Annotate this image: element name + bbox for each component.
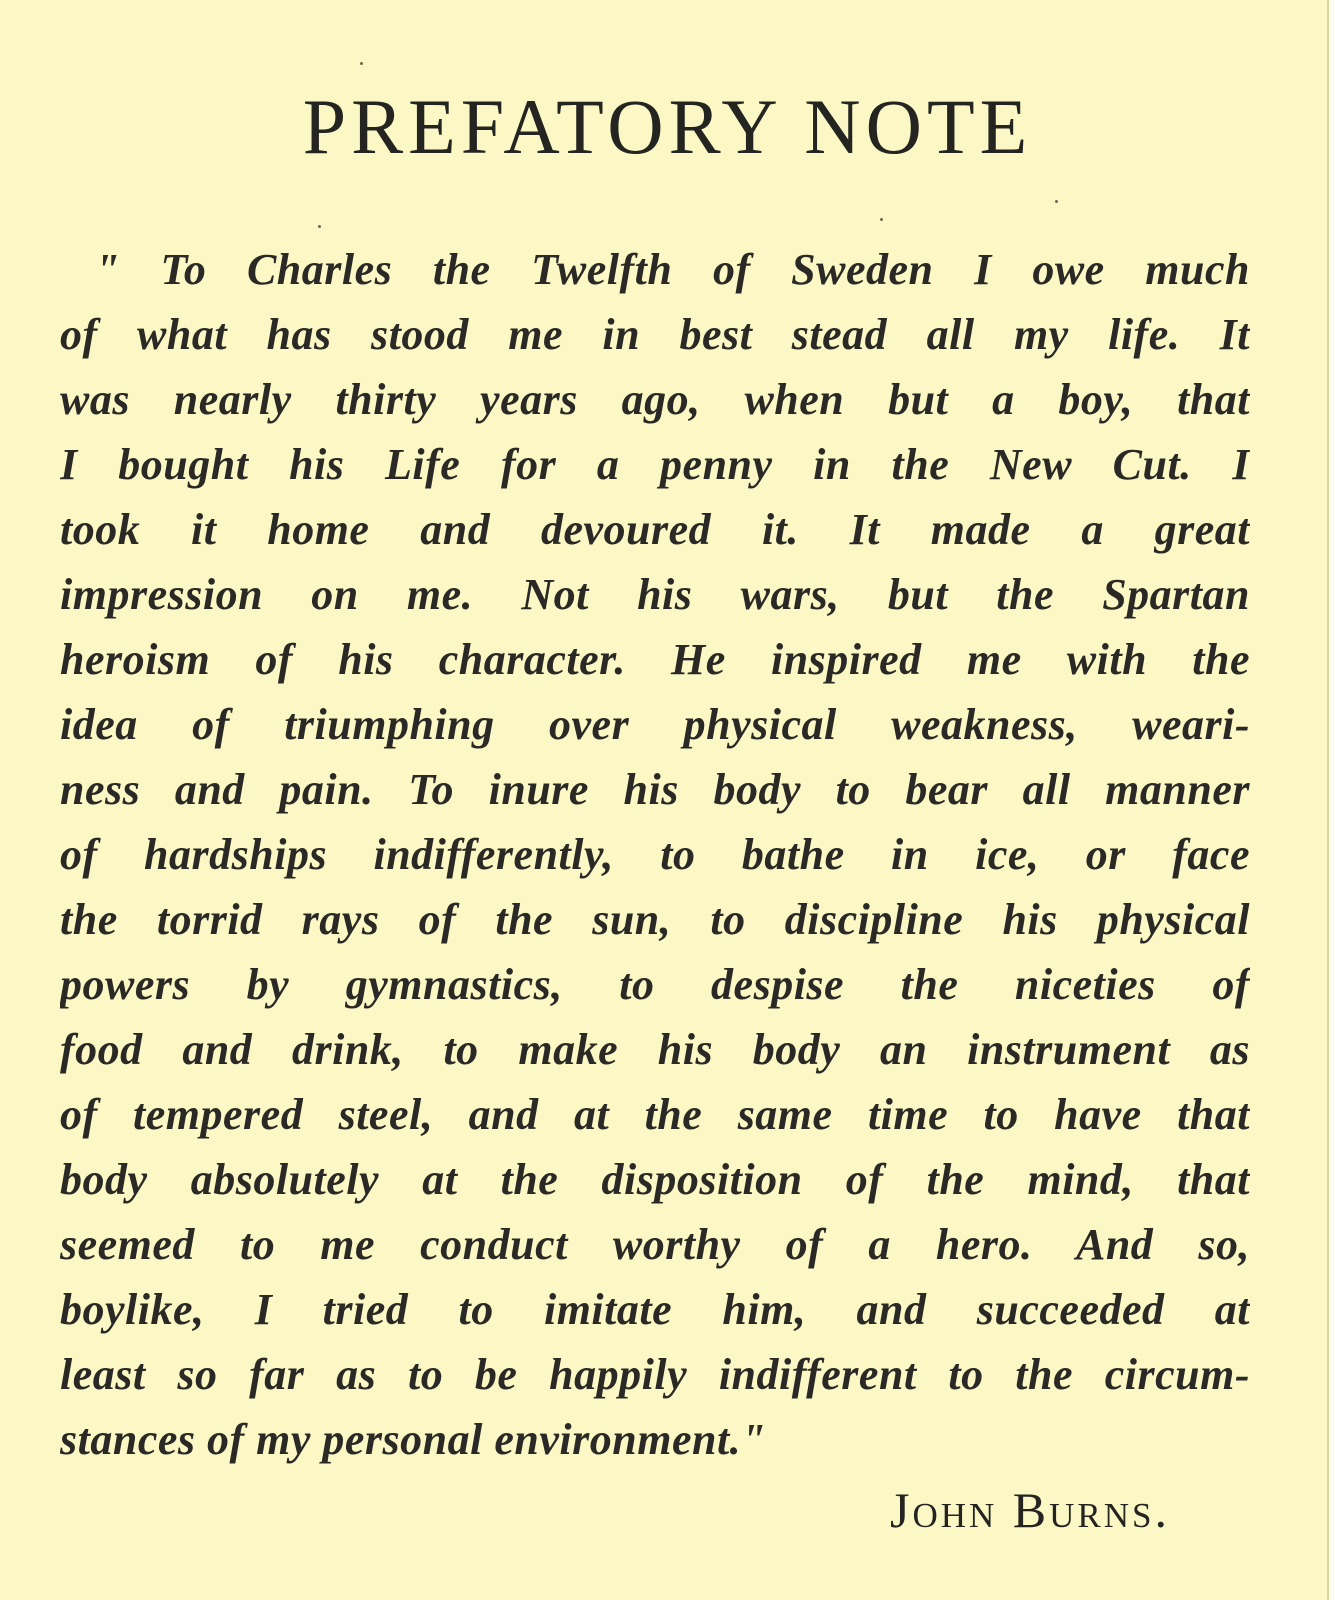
quote-line: the torrid rays of the sun, to discipline his physical <box>60 895 1250 944</box>
author-signature: John Burns. <box>890 1482 1170 1538</box>
quote-line: stances of my personal environment." <box>60 1415 767 1464</box>
quote-line: idea of triumphing over physical weakness, weari- <box>60 700 1250 749</box>
quote-line: I bought his Life for a penny in the New Cut. I <box>60 440 1250 489</box>
quote-line: ness and pain. To inure his body to bear all manner <box>60 765 1250 814</box>
quote-line: seemed to me conduct worthy of a hero. And so, <box>60 1220 1250 1269</box>
quote-line: heroism of his character. He inspired me with the <box>60 635 1250 684</box>
page-edge <box>1327 0 1335 1600</box>
quote-line: boylike, I tried to imitate him, and succeeded at <box>60 1285 1250 1334</box>
ink-speck <box>880 218 883 221</box>
quote-line: impression on me. Not his wars, but the Spartan <box>60 570 1250 619</box>
quote-line: was nearly thirty years ago, when but a boy, that <box>60 375 1250 424</box>
quote-line: of tempered steel, and at the same time to have that <box>60 1090 1250 1139</box>
ink-speck <box>1055 200 1058 203</box>
quote-line: least so far as to be happily indifferent to the circum- <box>60 1350 1250 1399</box>
quote-line: powers by gymnastics, to despise the niceties of <box>60 960 1250 1009</box>
page-title: PREFATORY NOTE <box>302 83 1033 170</box>
quote-line: took it home and devoured it. It made a great <box>60 505 1250 554</box>
ink-speck <box>360 62 363 65</box>
quote-line: of hardships indifferently, to bathe in ice, or face <box>60 830 1250 879</box>
ink-speck <box>318 225 321 228</box>
quote-line: food and drink, to make his body an instrument as <box>60 1025 1250 1074</box>
quote-line: " To Charles the Twelfth of Sweden I owe much <box>95 245 1250 294</box>
quote-line: body absolutely at the disposition of the mind, that <box>60 1155 1250 1204</box>
quote-line: of what has stood me in best stead all my life. It <box>60 310 1250 359</box>
